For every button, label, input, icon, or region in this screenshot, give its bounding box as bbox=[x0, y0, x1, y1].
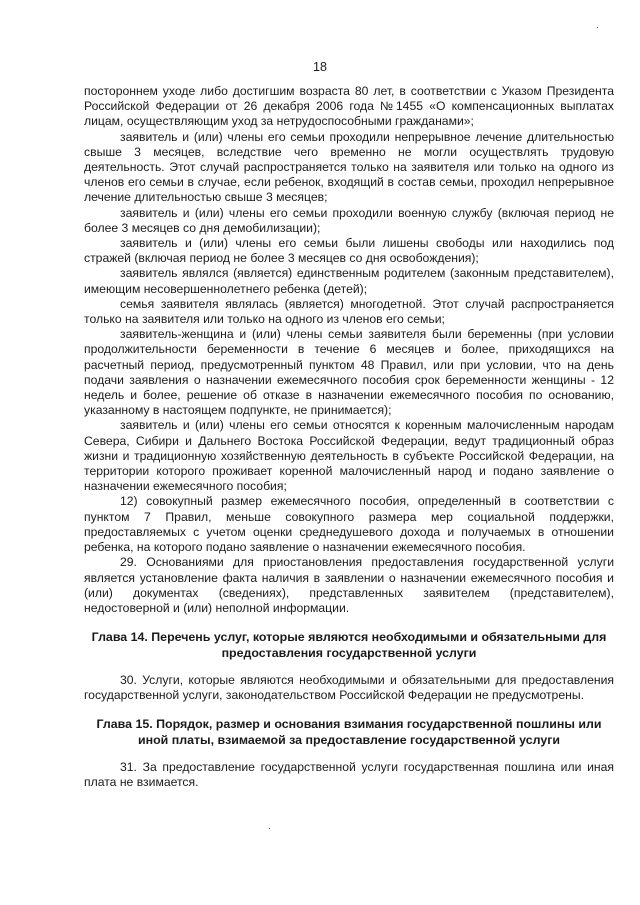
paragraph: 12) совокупный размер ежемесячного пособия, определенный в соответствии с пунктом 7 Правил, меньше совокупного размера мер социальной поддержки, предоставляемых с учетом оценки среднедушевого дохода и получаемых в отношении ребенка, на которого подано заявление о назначении ежемесячного пособия. bbox=[84, 494, 614, 555]
page-number: 18 bbox=[313, 60, 327, 74]
scan-speck: · bbox=[268, 823, 271, 833]
paragraph: заявитель являлся (является) единственным родителем (законным представителем), имеющим несовершеннолетнего ребенка (детей); bbox=[84, 266, 614, 296]
paragraph: семья заявителя являлась (является) многодетной. Этот случай распространяется только на заявителя или только на одного из членов его семьи; bbox=[84, 296, 614, 327]
chapter-14-heading: Глава 14. Перечень услуг, которые являются необходимыми и обязательными для предоставления государственной услуги bbox=[91, 630, 607, 660]
paragraph: постороннем уходе либо достигшим возраста 80 лет, в соответствии с Указом Президента Российской Федерации от 26 декабря 2006 года №1455 «О компенсационных выплатах лицам, осуществляющим уход за нетрудоспособными гражданами»; bbox=[84, 84, 614, 129]
chapter-14-paragraph: 30. Услуги, которые являются необходимыми и обязательными для предоставления государственной услуги, законодательством Российской Федерации не предусмотрены. bbox=[84, 672, 614, 703]
paragraph: заявитель и (или) члены его семьи относятся к коренным малочисленным народам Севера, Сибири и Дальнего Востока Российской Федерации, ведут традиционный образ жизни и традиционную хозяйственную деятельность в субъекте Российской Федерации, на территории которого проживает коренной малочисленный народ и подано заявление о назначении ежемесячного пособия; bbox=[84, 418, 614, 494]
chapter-15-heading: Глава 15. Порядок, размер и основания взимания государственной пошлины или иной платы, взимаемой за предоставление государственной услуги bbox=[96, 717, 602, 747]
document-body bbox=[84, 84, 614, 791]
paragraph: заявитель и (или) члены его семьи были лишены свободы или находились под стражей (включая период не более 3 месяцев со дня освобождения); bbox=[84, 236, 614, 266]
paragraph: заявитель и (или) члены его семьи проходили непрерывное лечение длительностью свыше 3 месяцев, вследствие чего временно не могли осуществлять трудовую деятельность. Этот случай распространяется только на заявителя или только на одного из членов его семьи в случае, если ребенок, входящий в состав семьи, проходил непрерывное лечение длительностью свыше 3 месяцев; bbox=[84, 129, 614, 205]
paragraph: 29. Основаниями для приостановления предоставления государственной услуги является установление факта наличия в заявлении о назначении ежемесячного пособия и (или) документах (сведениях), представленных заявителем (представителем), недостоверной и (или) неполной информации. bbox=[84, 555, 614, 615]
scan-speck: · bbox=[596, 22, 599, 32]
paragraph: заявитель и (или) члены его семьи проходили военную службу (включая период не более 3 месяцев со дня демобилизации); bbox=[84, 205, 614, 235]
chapter-15-paragraph: 31. За предоставление государственной услуги государственная пошлина или иная плата не взимается. bbox=[84, 760, 614, 790]
paragraph: заявитель-женщина и (или) члены семьи заявителя были беременны (при условии продолжительности беременности в течение 6 месяцев и более, приходящихся на расчетный период, предусмотренный пунктом 48 Правил, или при условии, что на день подачи заявления о назначении ежемесячного пособия срок беременности женщины - 12 недель и более, решение об отказе в назначении ежемесячного пособия по основанию, указанному в настоящем подпункте, не принимается); bbox=[84, 327, 614, 418]
